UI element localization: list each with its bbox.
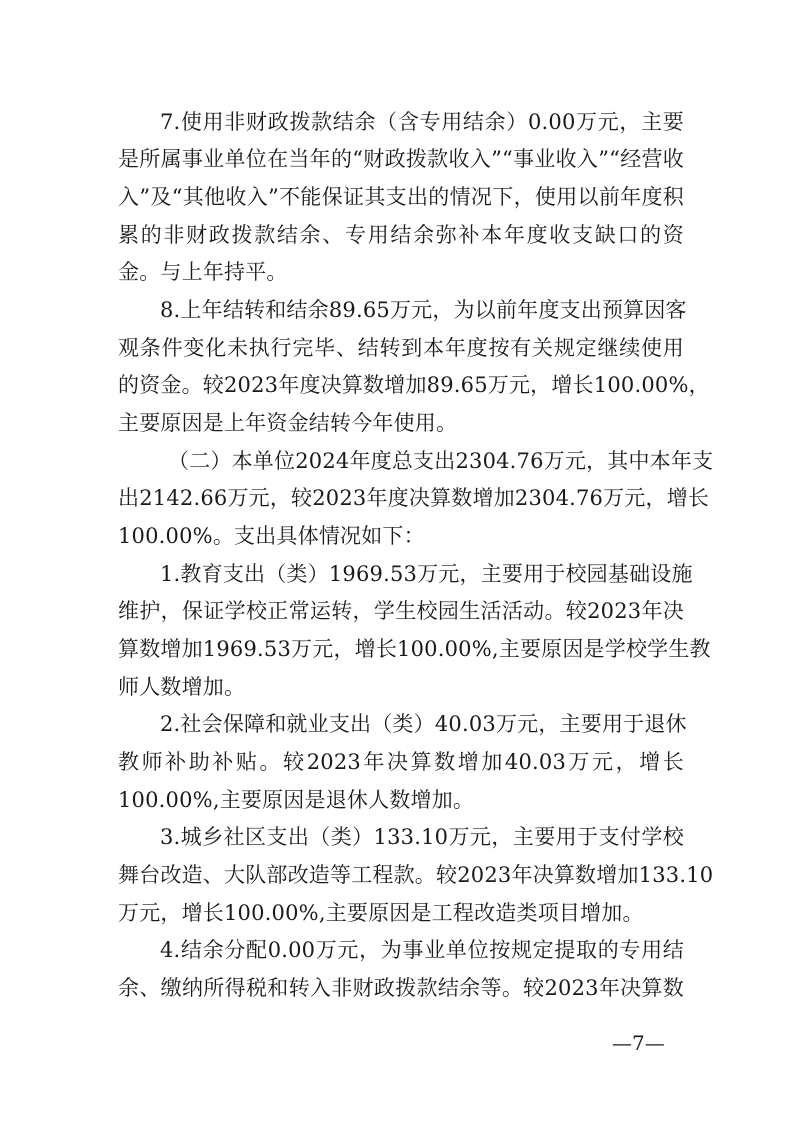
text-line-3: 入”及“其他收入”不能保证其支出的情况下，使用以前年度积 <box>118 185 684 209</box>
text-line-4: 累的非财政拨款结余、专用结余弥补本年度收支缺口的资 <box>118 223 684 247</box>
text-line-9: 主要原因是上年资金结转今年使用。 <box>118 411 458 435</box>
text-line-5: 金。与上年持平。 <box>118 260 288 284</box>
text-line-13: 1.教育支出（类）1969.53万元，主要用于校园基础设施 <box>160 562 693 586</box>
text-line-8: 的资金。较2023年度决算数增加89.65万元，增长100.00%， <box>118 373 710 397</box>
text-line-20: 3.城乡社区支出（类）133.10万元，主要用于支付学校 <box>160 825 684 849</box>
text-line-22: 万元，增长100.00%,主要原因是工程改造类项目增加。 <box>118 901 644 925</box>
text-line-12: 100.00%。支出具体情况如下： <box>118 524 425 548</box>
text-line-7: 观条件变化未执行完毕、结转到本年度按有关规定继续使用 <box>118 336 684 360</box>
text-line-19: 100.00%,主要原因是退休人数增加。 <box>118 788 475 812</box>
text-line-1: 7.使用非财政拨款结余（含专用结余）0.00万元，主要 <box>160 110 684 134</box>
text-line-2: 是所属事业单位在当年的“财政拨款收入”“事业收入”“经营收 <box>118 147 684 171</box>
text-line-16: 师人数增加。 <box>118 675 246 699</box>
text-line-23: 4.结余分配0.00万元，为事业单位按规定提取的专用结 <box>160 938 684 962</box>
text-line-18: 教师补助补贴。较2023年决算数增加40.03万元，增长 <box>118 750 684 774</box>
text-line-21: 舞台改造、大队部改造等工程款。较2023年决算数增加133.10 <box>118 863 714 887</box>
text-line-10: （二）本单位2024年度总支出2304.76万元，其中本年支 <box>168 449 714 473</box>
page-number: —7— <box>612 1031 665 1055</box>
text-line-17: 2.社会保障和就业支出（类）40.03万元，主要用于退休 <box>160 712 687 736</box>
text-line-14: 维护，保证学校正常运转，学生校园生活活动。较2023年决 <box>118 599 684 623</box>
text-line-11: 出2142.66万元，较2023年度决算数增加2304.76万元，增长 <box>118 486 710 510</box>
text-line-24: 余、缴纳所得税和转入非财政拨款结余等。较2023年决算数 <box>118 976 684 1000</box>
text-line-15: 算数增加1969.53万元，增长100.00%,主要原因是学校学生教 <box>118 637 711 661</box>
text-line-6: 8.上年结转和结余89.65万元，为以前年度支出预算因客 <box>160 298 687 322</box>
